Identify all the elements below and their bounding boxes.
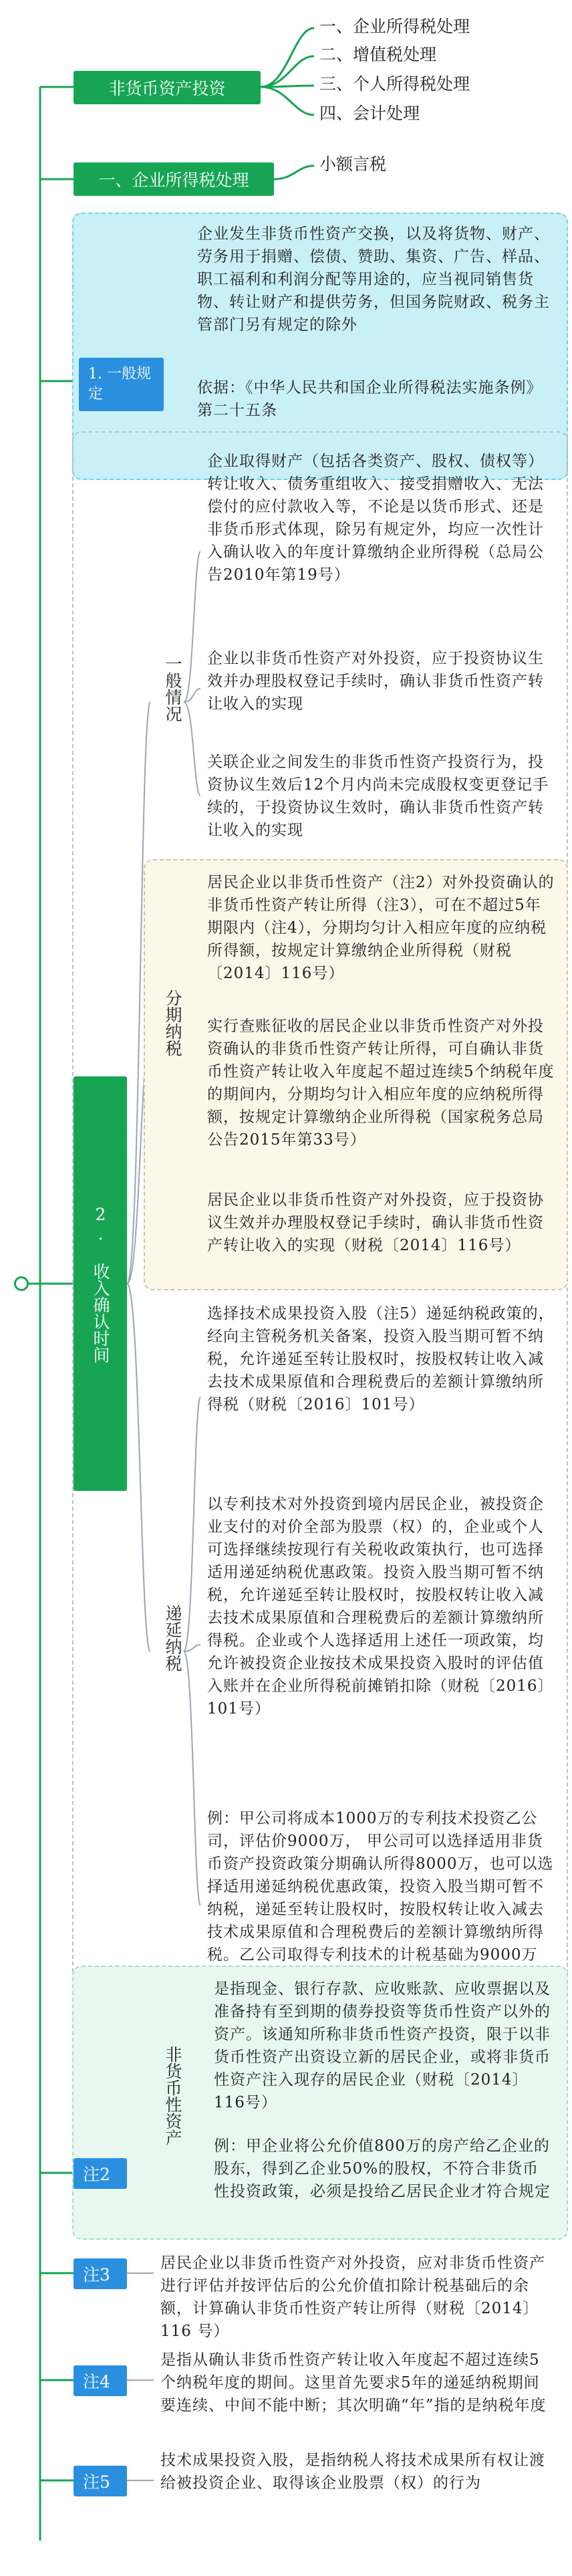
general-rule-node[interactable] [79,358,164,411]
section-sublabel: 小额言税 [319,154,387,174]
note2-item-2: 例：甲企业将公允价值800万的房产给乙企业的股东，得到乙企业50%的股权，不符合非货币性投资政策，必须是投给乙居民企业才符合规定 [214,2137,551,2200]
note5-label: 注5 [83,2472,110,2492]
outline-item-4[interactable]: 四、会计处理 [319,104,420,123]
note4-node[interactable] [74,2365,127,2396]
note5-node[interactable] [74,2466,127,2496]
root-topic[interactable] [74,71,261,104]
outline-item-3[interactable]: 三、个人所得税处理 [319,74,470,94]
general-case-item-3: 关联企业之间发生的非货币性资产投资行为，投资协议生效后12个月内尚未完成股权变更登记手续的，于投资协议生效时，确认非货币性资产转让收入的实现 [207,753,549,839]
recognition-label: 2. 收入确认时间 [91,1204,110,1363]
installment-item-3: 居民企业以非货币性资产对外投资，应于投资协议生效并办理股权登记手续时，确认非货币性资产转让收入的实现（财税〔2014〕116号） [200,1183,561,1280]
outline-item-1[interactable]: 一、企业所得税处理 [319,17,470,36]
note2-label: 注2 [83,2165,110,2184]
installment-item-1: 居民企业以非货币性资产（注2）对外投资确认的非货币性资产转让所得（注3），可在不超过5年期限内（注4），分期均匀计入相应年度的应纳税所得额，按规定计算缴纳企业所得税（财税〔2014〕116号） [200,866,561,1006]
outline-item-2[interactable]: 二、增值税处理 [319,45,437,64]
note4-label: 注4 [83,2372,110,2391]
note4-text: 是指从确认非货币性资产转让收入年度起不超过连续5个纳税年度的期间。这里首先要求5年的递延纳税期间要连续、中间不能中断；其次明确“年”指的是纳税年度 [160,2351,547,2414]
installment-label[interactable]: 分期纳税 [163,989,182,1056]
recognition-node[interactable] [74,1076,127,1491]
general-case-label[interactable]: 一般情况 [163,655,182,722]
installment-item-2: 实行查账征收的居民企业以非货币性资产对外投资确认的非货币性资产转让所得，可自确认非货币性资产转让收入年度起不超过连续5个纳税年度的期间内，分期均匀计入相应年度的应纳税所得额，按规定计算缴纳企业所得税（国家税务总局公告2015年第33号） [200,1010,561,1173]
note5-text: 技术成果投资入股，是指纳税人将技术成果所有权让渡给被投资企业、取得该企业股票（权）的行为 [160,2452,545,2492]
section-corporate-tax[interactable] [74,162,274,196]
note2-node[interactable] [74,2158,127,2189]
deferred-label[interactable]: 递延纳税 [163,1605,182,1671]
note3-text: 居民企业以非货币性资产对外投资，应对非货币性资产进行评估并按评估后的公允价值扣除计税基础后的余额，计算确认非货币性资产转让所得（财税〔2014〕116 号） [160,2254,545,2340]
note3-node[interactable] [74,2258,127,2289]
deferred-item-3: 例：甲公司将成本1000万的专利技术投资乙公司，评估价9000万， 甲公司可以选择适用非货币资产投资政策分期确认所得8000万，也可以选择适用递延纳税优惠政策，投资入股当期可暂不纳税，递延至转让股权时，按股权转让收入减去技术成果原值和合理税费后的差额计算缴纳所得税。乙公司取得专利技术的计税基础为9000万 [207,1810,554,1964]
root-topic-label: 非货币资产投资 [108,79,226,98]
general-rule-text: 企业发生非货币性资产交换，以及将货物、财产、劳务用于捐赠、偿债、赞助、集资、广告、样品、职工福利和利润分配等用途的，应当视同销售货物、转让财产和提供劳务，但国务院财政、税务主管部门另有规定的除外 [190,217,561,361]
deferred-item-1: 选择技术成果投资入股（注5）递延纳税政策的，经向主管税务机关备案，投资入股当期可暂不纳税，允许递延至转让股权时，按股权转让收入减去技术成果原值和合理税费后的差额计算缴纳所得税（财税〔2016〕101号） [207,1305,555,1413]
note3-label: 注3 [83,2265,110,2285]
general-rule-label: 1. 一般规定 [88,366,151,402]
collapse-circle-icon[interactable] [14,1276,29,1291]
general-case-item-2: 企业以非货币性资产对外投资，应于投资协议生效并办理股权登记手续时，确认非货币性资产转让收入的实现 [207,650,544,713]
note2-sublabel[interactable]: 非货币性资产 [163,2046,182,2146]
deferred-item-2: 以专利技术对外投资到境内居民企业，被投资企业支付的对价全部为股票（权）的，企业或个人可选择继续按现行有关税收政策执行，也可选择适用递延纳税优惠政策。投资入股当期可暂不纳税，允许递延至转让股权时，按股权转让收入减去技术成果原值和合理税费后的差额计算缴纳所得税。企业或个人选择适用上述任一项政策，均允许被投资企业按技术成果投资入股时的评估值入账并在企业所得税前摊销扣除（财税〔2016〕101号） [207,1496,554,1718]
general-case-item-1: 企业取得财产（包括各类资产、股权、债权等）转让收入、债务重组收入、接受捐赠收入、无法偿付的应付款收入等，不论是以货币形式、还是非货币形式体现，除另有规定外，均应一次性计入确认收入的年度计算缴纳企业所得税（总局公告2010年第19号） [207,453,544,584]
general-rule-basis: 依据：《中华人民共和国企业所得税法实施条例》第二十五条 [190,371,561,438]
note2-item-1: 是指现金、银行存款、应收账款、应收票据以及准备持有至到期的债券投资等货币性资产以外的资产。该通知所称非货币性资产投资，限于以非货币性资产出资设立新的居民企业，或将非货币性资产注入现存的居民企业（财税〔2014〕116号） [214,1980,551,2111]
section-corporate-tax-label: 一、企业所得税处理 [98,170,249,190]
